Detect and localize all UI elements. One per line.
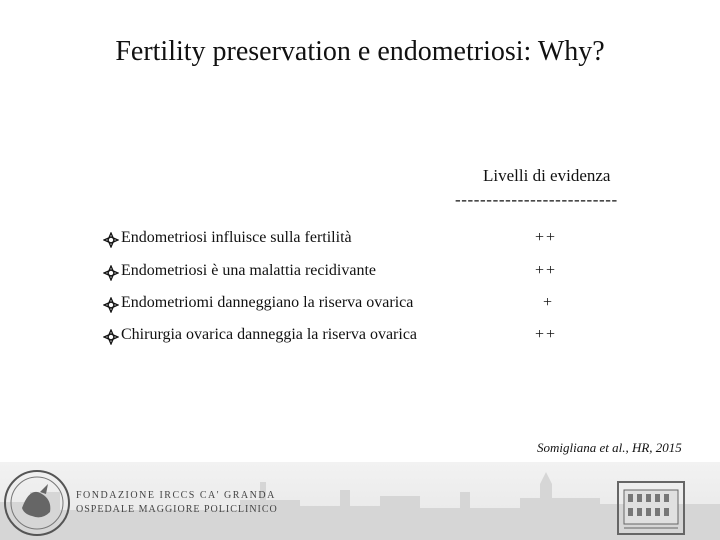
statement-row <box>103 294 583 316</box>
statement-row <box>103 262 583 284</box>
header-separator: -------------------------- <box>455 190 618 209</box>
organization-name <box>76 490 278 515</box>
citation: Somigliana et al., HR, 2015 <box>537 440 682 455</box>
evidence-level: ++ <box>535 229 558 246</box>
evidence-level: ++ <box>535 262 558 279</box>
evidence-level: ++ <box>535 326 558 343</box>
statement-text: Endometriosi influisce sulla fertilità <box>121 229 352 246</box>
foundation-seal-logo <box>2 468 72 538</box>
evidence-level: + <box>543 294 555 311</box>
org-name-line2: OSPEDALE MAGGIORE POLICLINICO <box>76 504 278 515</box>
statement-row <box>103 229 583 251</box>
diamond-bullet-icon <box>103 265 119 281</box>
diamond-bullet-icon <box>103 232 119 248</box>
hospital-building-logo <box>616 480 686 536</box>
statement-text: Chirurgia ovarica danneggia la riserva ovarica <box>121 326 418 343</box>
slide-title: Fertility preservation e endometriosi: Why? <box>115 36 605 67</box>
footer-banner <box>0 462 720 540</box>
diamond-bullet-icon <box>103 297 119 313</box>
statement-row <box>103 326 583 348</box>
statement-text: Endometriosi è una malattia recidivante <box>121 262 377 279</box>
diamond-bullet-icon <box>103 329 119 345</box>
evidence-levels-header: Livelli di evidenza <box>483 166 611 185</box>
org-name-line1: FONDAZIONE IRCCS CA' GRANDA <box>76 490 276 501</box>
statement-text: Endometriomi danneggiano la riserva ovarica <box>121 294 414 311</box>
